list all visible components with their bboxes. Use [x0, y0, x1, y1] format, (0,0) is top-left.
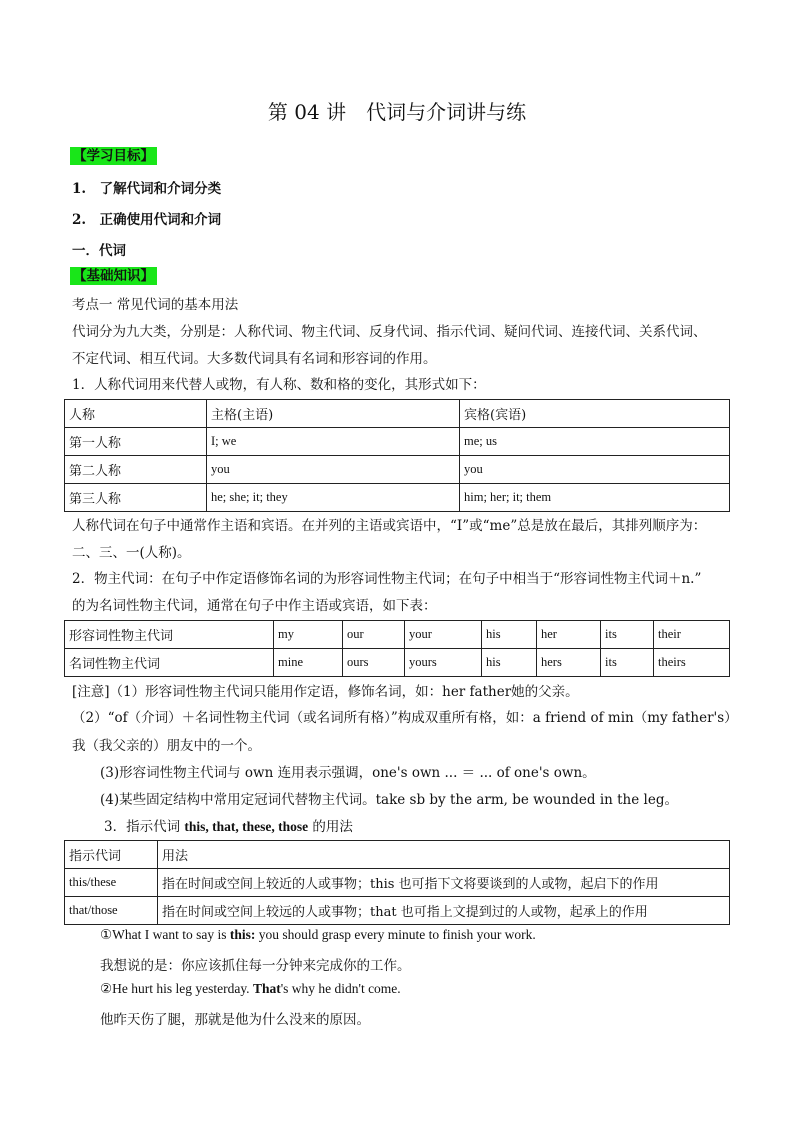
table-cell: his	[482, 649, 537, 677]
table-cell: mine	[274, 649, 343, 677]
intro-line-2: 不定代词、相互代词。大多数代词具有名词和形容词的作用。	[72, 351, 437, 367]
table-row	[65, 869, 730, 897]
personal-pronoun-table	[64, 399, 730, 512]
table-row	[65, 621, 730, 649]
possessive-line-1: 2．物主代词：在句子中作定语修饰名词的为形容词性物主代词；在句子中相当于“形容词性物主代词＋n.”	[72, 571, 702, 587]
table-cell: me; us	[460, 428, 730, 456]
possessive-pronoun-table	[64, 620, 730, 677]
example-1	[100, 927, 536, 943]
note-4: (4)某些固定结构中常用定冠词代替物主代词。take sb by the arm, be wounded in the leg。	[100, 792, 678, 808]
personal-note-line-2: 二、三、一(人称)。	[72, 545, 191, 561]
table-cell: 第三人称	[65, 484, 207, 512]
table-cell: he; she; it; they	[207, 484, 460, 512]
table-cell: theirs	[654, 649, 730, 677]
table-cell: 第二人称	[65, 456, 207, 484]
note-2-line-2: 我（我父亲的）朋友中的一个。	[72, 738, 261, 754]
table-cell: I; we	[207, 428, 460, 456]
example-1-emphasis: this:	[229, 927, 256, 942]
table-cell: him; her; it; them	[460, 484, 730, 512]
table-cell: 形容词性物主代词	[65, 621, 274, 649]
goal-item-1: 1. 了解代词和介词分类	[72, 181, 222, 197]
note-3: (3)形容词性物主代词与 own 连用表示强调，one's own ... ＝ ... of one's own。	[100, 765, 596, 781]
personal-note-line-1: 人称代词在句子中通常作主语和宾语。在并列的主语或宾语中，“I”或“me”总是放在最后，其排列顺序为：	[72, 518, 707, 534]
example-2-text-a: ②He hurt his leg yesterday.	[100, 981, 253, 996]
example-2	[100, 981, 401, 997]
table-cell: you	[207, 456, 460, 484]
goals-highlight: 【学习目标】	[70, 147, 157, 165]
page-title: 第 04 讲 代词与介词讲与练	[267, 100, 527, 124]
table-header-cell: 指示代词	[65, 841, 158, 869]
table-cell: that/those	[65, 897, 158, 925]
table-cell: our	[343, 621, 405, 649]
part-one-heading: 一．代词	[72, 243, 126, 259]
demonstrative-heading	[104, 815, 353, 835]
table-cell: your	[405, 621, 482, 649]
note-2-line-1: （2）“of（介词）＋名词性物主代词（或名词所有格）”构成双重所有格，如：a friend of min（my father's）	[72, 710, 738, 726]
section-goals-label	[70, 144, 157, 164]
table-cell: you	[460, 456, 730, 484]
table-cell: this/these	[65, 869, 158, 897]
table-cell: 指在时间或空间上较远的人或事物；that 也可指上文提到过的人或物，起承上的作用	[158, 897, 730, 925]
demonstrative-heading-suffix: 的用法	[308, 819, 353, 835]
example-1-translation: 我想说的是：你应该抓住每一分钟来完成你的工作。	[100, 958, 411, 974]
table-header-row	[65, 841, 730, 869]
table-cell: its	[601, 621, 654, 649]
table-header-cell: 人称	[65, 400, 207, 428]
table-header-cell: 宾格(宾语)	[460, 400, 730, 428]
table-cell: hers	[537, 649, 601, 677]
basics-highlight: 【基础知识】	[70, 267, 157, 285]
table-cell: her	[537, 621, 601, 649]
point-one-heading: 考点一 常见代词的基本用法	[72, 297, 239, 313]
demonstrative-heading-prefix: 3．指示代词	[104, 819, 185, 835]
table-cell: 指在时间或空间上较近的人或事物；this 也可指下文将要谈到的人或物，起启下的作用	[158, 869, 730, 897]
note-1: [注意]（1）形容词性物主代词只能用作定语，修饰名词，如：her father她的父亲。	[72, 684, 579, 700]
table-header-cell: 用法	[158, 841, 730, 869]
section-basics-label	[70, 264, 157, 284]
example-1-text-a: ①What I want to say is	[100, 927, 230, 942]
table-cell: his	[482, 621, 537, 649]
example-2-emphasis: That	[252, 981, 281, 996]
goal-item-2: 2. 正确使用代词和介词	[72, 212, 222, 228]
intro-line-1: 代词分为九大类，分别是：人称代词、物主代词、反身代词、指示代词、疑问代词、连接代词、关系代词、	[72, 324, 707, 340]
table-cell: my	[274, 621, 343, 649]
table-row	[65, 428, 730, 456]
table-row	[65, 456, 730, 484]
example-2-translation: 他昨天伤了腿，那就是他为什么没来的原因。	[100, 1012, 370, 1028]
table-cell: their	[654, 621, 730, 649]
table-header-cell: 主格(主语)	[207, 400, 460, 428]
table-cell: ours	[343, 649, 405, 677]
table-row	[65, 484, 730, 512]
demonstrative-heading-words: this, that, these, those	[184, 819, 309, 834]
possessive-line-2: 的为名词性物主代词，通常在句子中作主语或宾语，如下表：	[72, 598, 437, 614]
personal-pronoun-heading: 1．人称代词用来代替人或物，有人称、数和格的变化，其形式如下：	[72, 377, 486, 393]
table-cell: 名词性物主代词	[65, 649, 274, 677]
example-2-text-c: 's why he didn't come.	[280, 981, 401, 996]
example-1-text-c: you should grasp every minute to finish your work.	[255, 927, 536, 942]
table-cell: 第一人称	[65, 428, 207, 456]
table-header-row	[65, 400, 730, 428]
demonstrative-pronoun-table	[64, 840, 730, 925]
table-row	[65, 649, 730, 677]
table-row	[65, 897, 730, 925]
table-cell: yours	[405, 649, 482, 677]
table-cell: its	[601, 649, 654, 677]
